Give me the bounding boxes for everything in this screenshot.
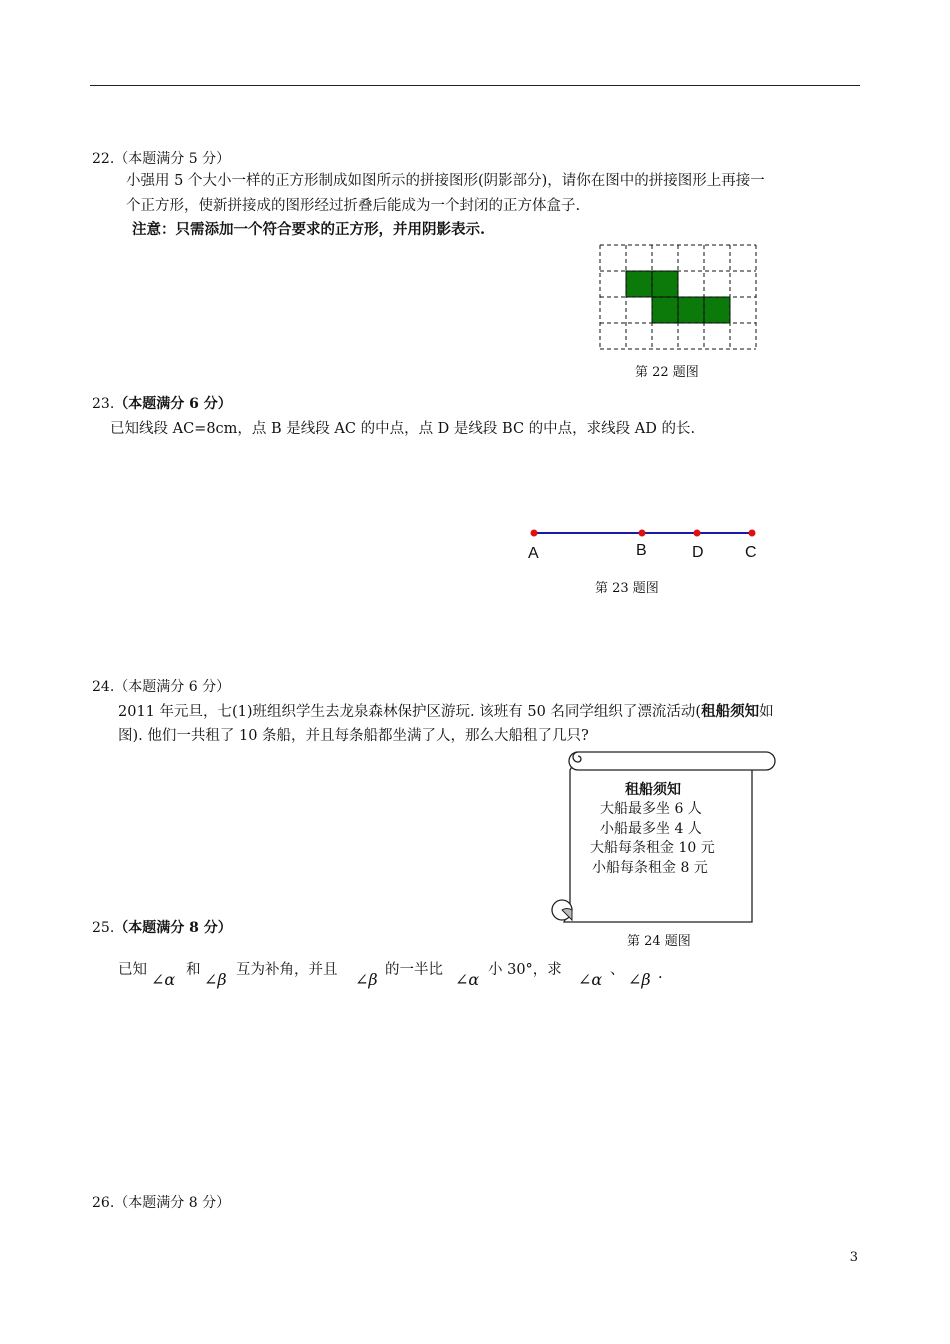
- q26-number: 26.: [92, 1195, 115, 1211]
- q23-heading: [92, 393, 232, 413]
- label-d: D: [692, 544, 704, 561]
- q25-text-2: 和: [186, 962, 201, 978]
- scroll-title: 租船须知: [625, 782, 681, 798]
- shaded-square: [626, 271, 652, 297]
- point-c: [749, 530, 756, 537]
- dashed-grid: [600, 245, 756, 349]
- q25-text-6: 、: [610, 962, 625, 978]
- q22-note: 注意：只需添加一个符合要求的正方形，并用阴影表示.: [132, 221, 486, 238]
- q26-score: （本题满分 8 分）: [114, 1195, 231, 1211]
- q25-text-4: 的一半比: [385, 962, 443, 978]
- q24-heading: [92, 676, 230, 696]
- q22-score: （本题满分 5 分）: [114, 151, 231, 167]
- q25-text-1: 已知: [118, 962, 147, 978]
- label-c: C: [745, 544, 757, 561]
- q25-heading: [92, 917, 232, 937]
- point-d: [694, 530, 701, 537]
- q22-text-line2: 个正方形，使新拼接成的图形经过折叠后能成为一个封闭的正方体盒子.: [126, 198, 581, 214]
- q24-line1-part3: 如: [759, 704, 774, 720]
- q25-text-7: .: [658, 966, 663, 982]
- q22-caption: 第 22 题图: [635, 365, 699, 380]
- q23-score: （本题满分 6 分）: [114, 396, 232, 412]
- point-a: [531, 530, 538, 537]
- q22-grid-figure: [598, 244, 760, 354]
- scroll-line: 小船最多坐 4 人: [600, 821, 702, 837]
- q24-line1-part1: 2011 年元旦，七(1)班组织学生去龙泉森林保护区游玩. 该班有 50 名同学组织了漂流活动(: [118, 704, 702, 720]
- angle-beta: ∠β: [204, 970, 227, 989]
- scroll-line: 大船每条租金 10 元: [590, 840, 715, 856]
- q22-text-line1: 小强用 5 个大小一样的正方形制成如图所示的拼接图形(阴影部分)，请你在图中的拼接图形上再接一: [126, 173, 765, 189]
- q24-line1-bold: 租船须知: [701, 703, 760, 720]
- q24-text-line1: [118, 700, 774, 721]
- shaded-square: [678, 297, 704, 323]
- scroll-line: 大船最多坐 6 人: [600, 801, 702, 817]
- q25-score: （本题满分 8 分）: [114, 920, 232, 936]
- point-b: [639, 530, 646, 537]
- q22-heading: [92, 148, 230, 168]
- q22-number: 22.: [92, 151, 115, 167]
- shaded-square: [704, 297, 730, 323]
- q23-text-line1: 已知线段 AC=8cm，点 B 是线段 AC 的中点，点 D 是线段 BC 的中点，求线段 AD 的长.: [110, 421, 696, 437]
- q25-text-5: 小 30°，求: [488, 962, 562, 978]
- q24-number: 24.: [92, 679, 115, 695]
- q25-text-3: 互为补角，并且: [236, 962, 338, 978]
- angle-alpha: ∠α: [578, 970, 603, 989]
- q26-heading: [92, 1192, 230, 1212]
- page-number: 3: [849, 1250, 858, 1265]
- q24-text-line2: 图). 他们一共租了 10 条船，并且每条船都坐满了人，那么大船租了几只?: [118, 728, 589, 744]
- label-b: B: [636, 542, 647, 559]
- angle-beta: ∠β: [355, 970, 378, 989]
- q23-number: 23.: [92, 396, 115, 412]
- shaded-square: [652, 297, 678, 323]
- label-a: A: [528, 545, 539, 562]
- angle-alpha: ∠α: [455, 970, 480, 989]
- scroll-line: 小船每条租金 8 元: [592, 860, 708, 876]
- angle-alpha: ∠α: [151, 970, 176, 989]
- shaded-square: [652, 271, 678, 297]
- header-rule: [90, 85, 860, 86]
- q24-score: （本题满分 6 分）: [114, 679, 231, 695]
- angle-beta: ∠β: [628, 970, 651, 989]
- q24-caption: 第 24 题图: [627, 934, 691, 949]
- q25-number: 25.: [92, 920, 115, 936]
- q23-caption: 第 23 题图: [595, 581, 659, 596]
